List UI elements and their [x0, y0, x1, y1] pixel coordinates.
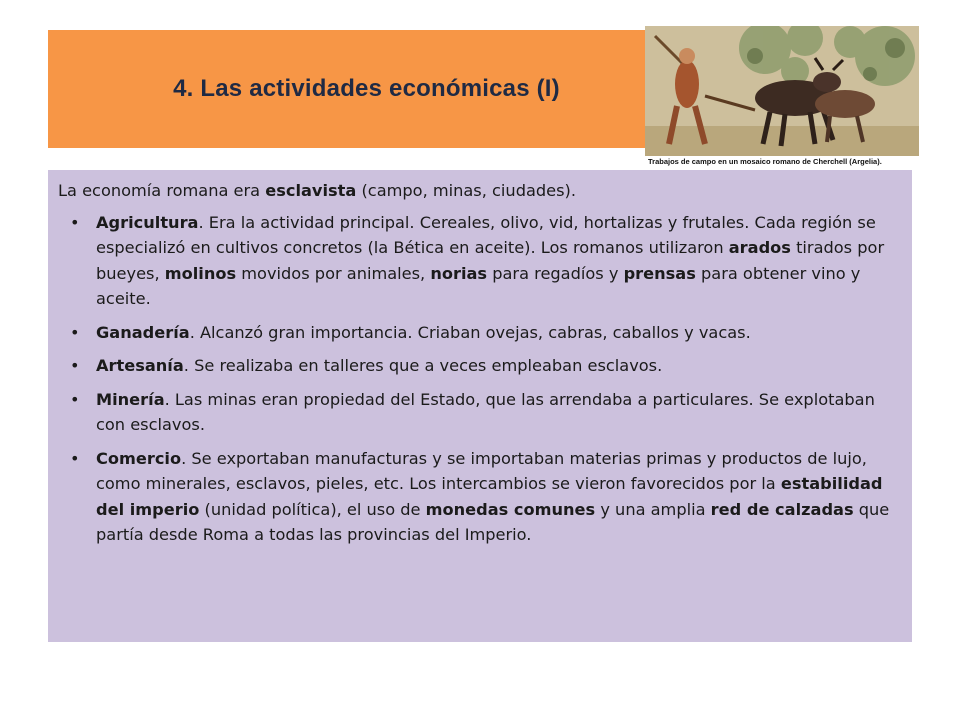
slide-title: 4. Las actividades económicas (I) [173, 75, 560, 102]
intro-text: La economía romana era [58, 181, 266, 200]
item-keyword: estabilidad del imperio [96, 474, 883, 519]
item-text: movidos por animales, [236, 263, 431, 283]
intro-text-end: (campo, minas, ciudades). [356, 181, 577, 200]
item-text: que partía desde Roma a todas las provincias del Imperio. [96, 499, 890, 544]
list-item-mineria [58, 387, 892, 438]
bullet-icon: • [70, 212, 80, 232]
intro-paragraph [58, 178, 892, 204]
mosaic-illustration [645, 26, 919, 170]
item-heading: Minería [96, 389, 165, 409]
list-item-comercio [58, 446, 892, 548]
list-item-artesania [58, 353, 892, 379]
item-heading: Agricultura [96, 212, 199, 232]
title-banner [48, 30, 645, 148]
item-text: para obtener vino y aceite. [96, 263, 861, 308]
bullet-icon: • [70, 448, 80, 468]
item-heading: Ganadería [96, 322, 190, 342]
item-heading: Comercio [96, 448, 182, 468]
bullet-icon: • [70, 356, 80, 375]
list-item-agricultura [58, 210, 892, 312]
item-keyword: molinos [164, 263, 237, 283]
image-caption: Trabajos de campo en un mosaico romano de Cherchell (Argelia). [648, 157, 882, 166]
item-keyword: norias [430, 263, 488, 283]
activities-list [58, 210, 892, 548]
item-keyword: monedas comunes [425, 499, 596, 519]
item-text: . Se exportaban manufacturas y se importaban materias primas y productos de lujo, como minerales, esclavos, pieles, etc. Los intercambios se vieron favorecidos por la [96, 448, 867, 493]
item-keyword: red de calzadas [710, 499, 854, 519]
mosaic-image [645, 26, 919, 170]
item-keyword: prensas [623, 263, 696, 283]
item-text: para regadíos y [487, 263, 624, 283]
item-text: . Era la actividad principal. Cereales, olivo, vid, hortalizas y frutales. Cada región se especializó en cultivos concretos (la Bética en aceite). Los romanos utilizaron [96, 212, 876, 257]
bullet-icon: • [70, 389, 80, 409]
item-text: . Se realizaba en talleres que a veces empleaban esclavos. [183, 356, 663, 375]
intro-keyword: esclavista [265, 181, 357, 200]
list-item-ganaderia [58, 320, 892, 346]
bullet-icon: • [70, 322, 80, 342]
item-text: tirados por bueyes, [96, 238, 885, 283]
item-text: (unidad política), el uso de [199, 499, 426, 519]
item-heading: Artesanía [96, 356, 184, 375]
item-text: . Alcanzó gran importancia. Criaban ovejas, cabras, caballos y vacas. [189, 322, 751, 342]
item-text: y una amplia [595, 499, 711, 519]
item-keyword: arados [728, 238, 791, 257]
content-panel [48, 170, 912, 642]
item-text: . Las minas eran propiedad del Estado, que las arrendaba a particulares. Se explotaban con esclavos. [96, 389, 875, 434]
